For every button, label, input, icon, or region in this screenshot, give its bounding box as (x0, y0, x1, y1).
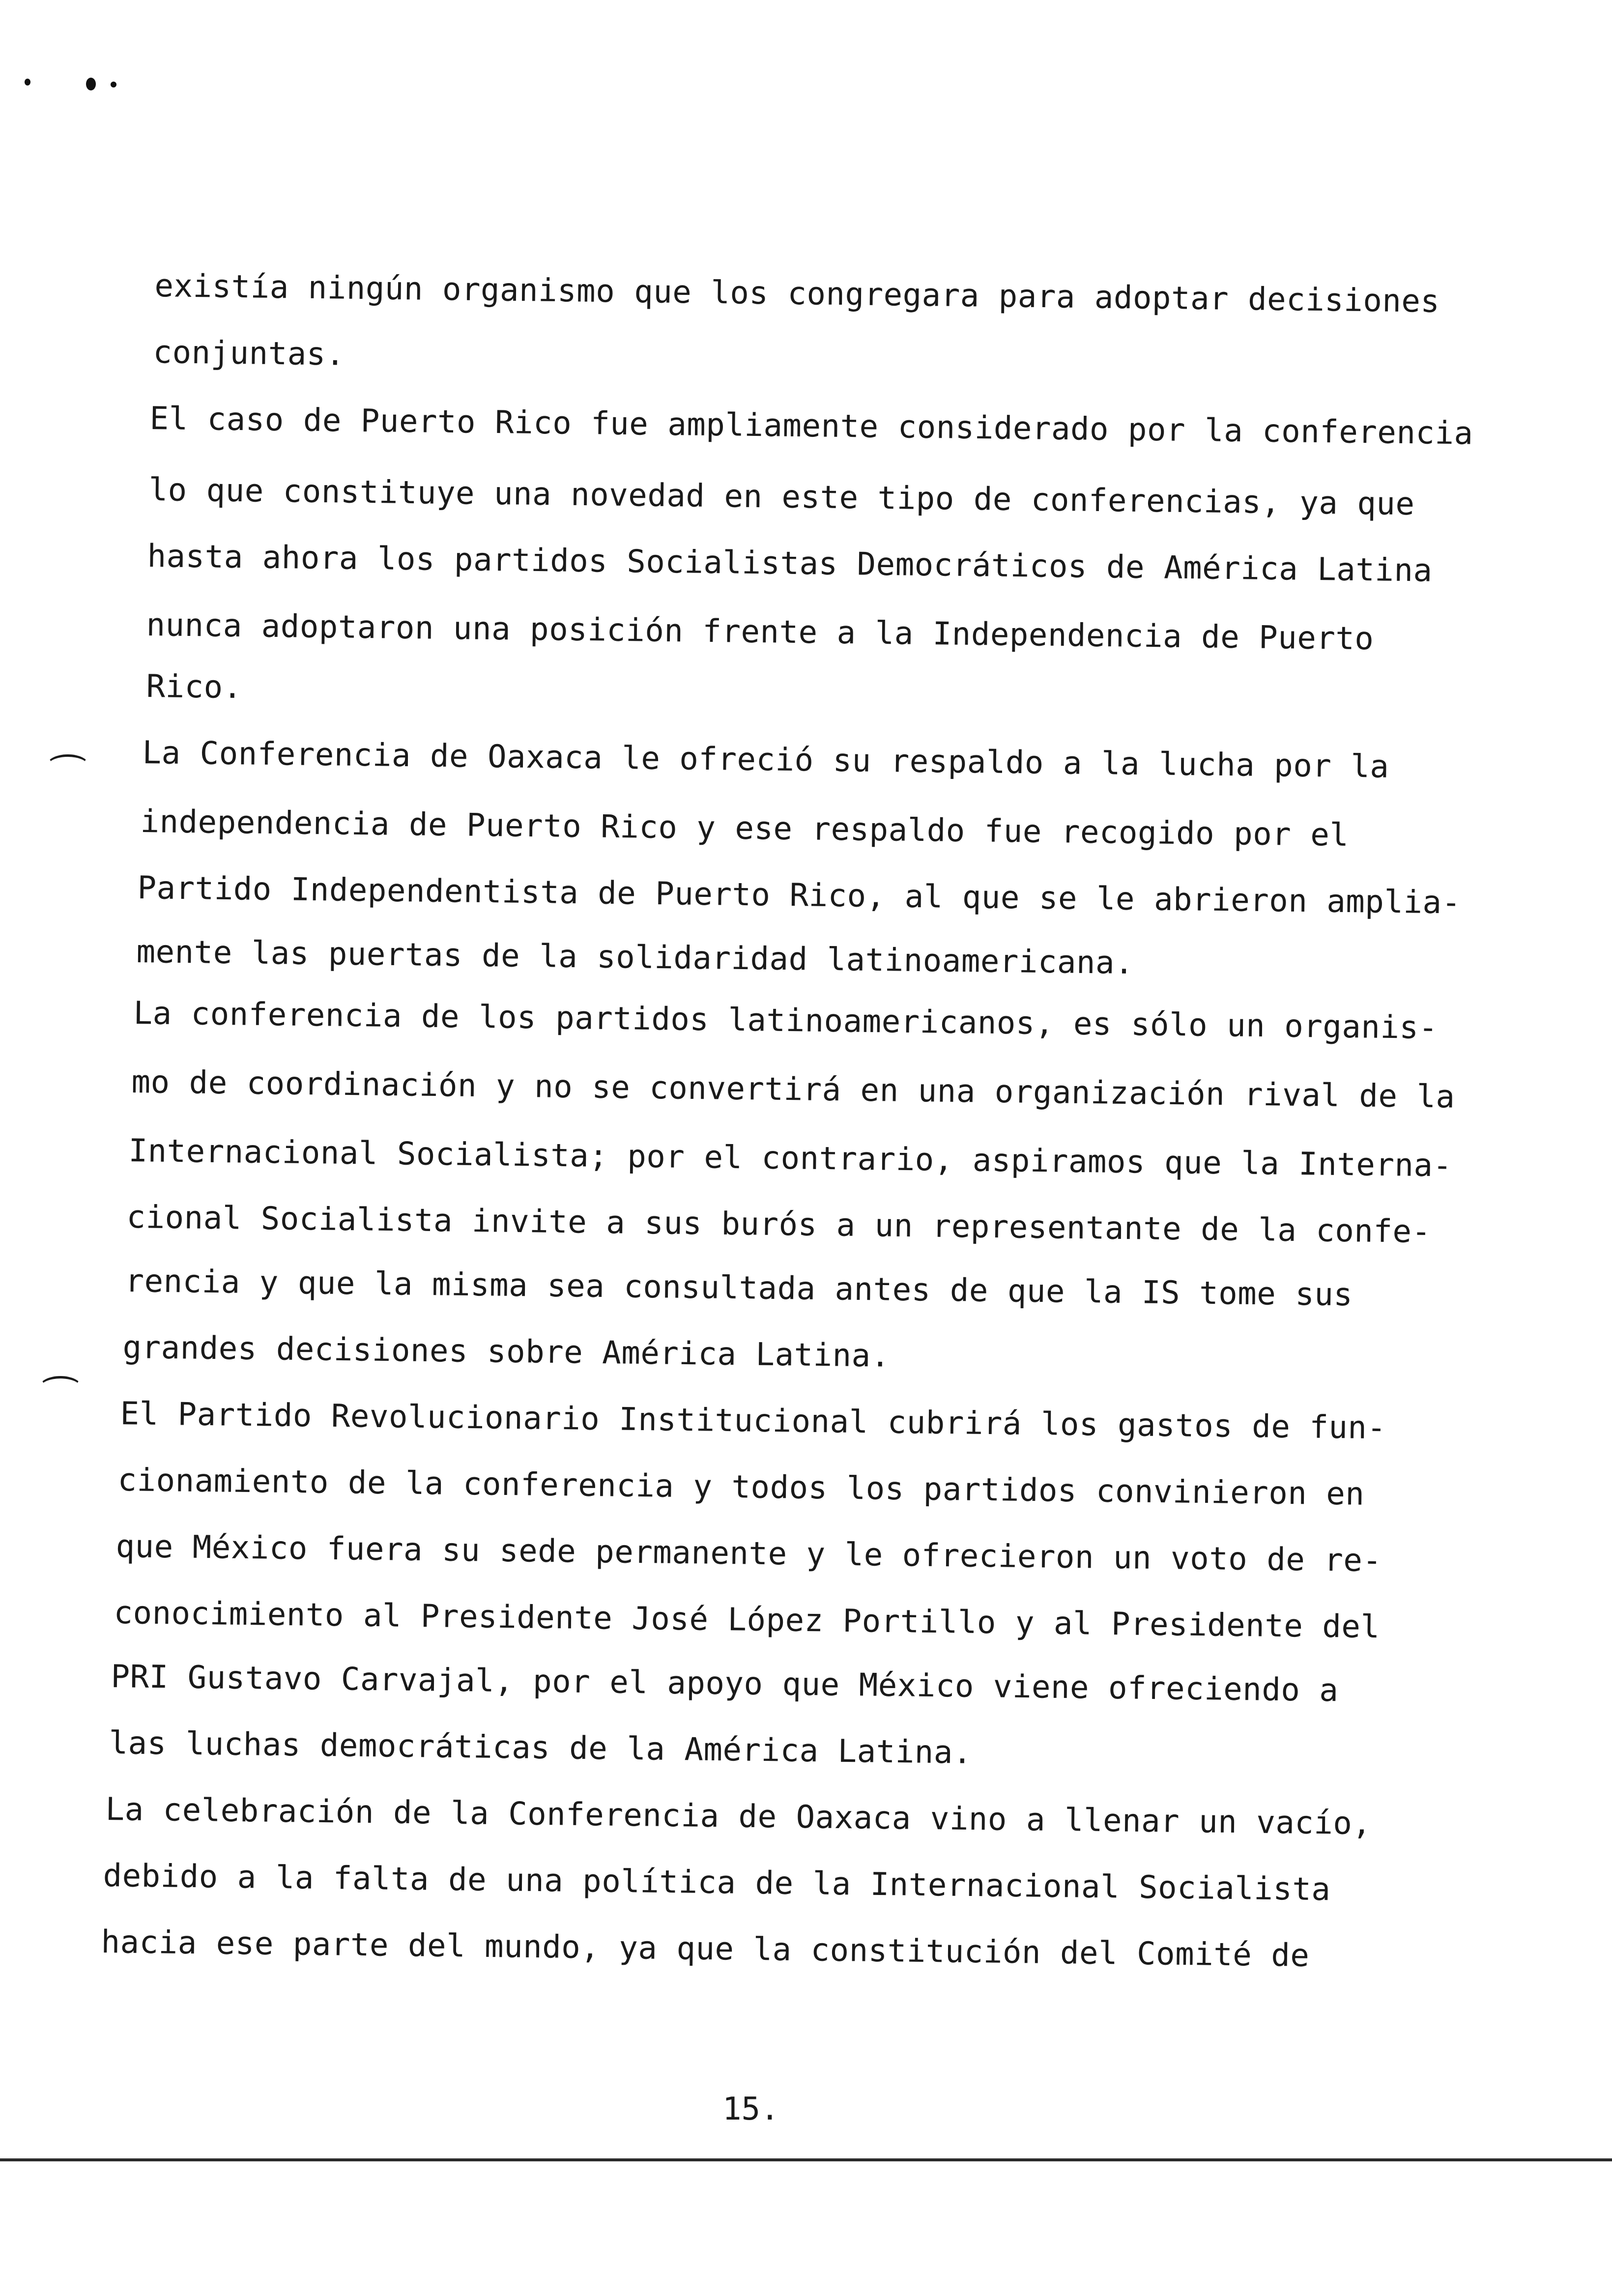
text-line: lo que constituye una novedad en este tipo de conferencias, ya que (148, 472, 1415, 523)
margin-bracket-mark (39, 1376, 82, 1398)
text-line: que México fuera su sede permanente y le ofrecieron un voto de re- (115, 1528, 1382, 1579)
text-line: independencia de Puerto Rico y ese respaldo fue recogido por el (140, 804, 1349, 854)
text-line: Internacional Socialista; por el contrario, aspiramos que la Interna- (128, 1133, 1452, 1184)
text-line: las luchas democráticas de la América Latina. (109, 1725, 973, 1771)
text-line: conocimiento al Presidente José López Portillo y al Presidente del (114, 1595, 1380, 1646)
text-line: cional Socialista invite a sus burós a un representante de la confe- (126, 1199, 1431, 1251)
text-line: conjuntas. (153, 334, 345, 373)
text-line: La Conferencia de Oaxaca le ofreció su respaldo a la lucha por la (142, 735, 1389, 785)
text-line: rencia y que la misma sea consultada antes de que la IS tome sus (125, 1263, 1353, 1314)
ink-mark (111, 82, 116, 87)
page-number: 15. (722, 2091, 779, 2127)
text-line: mo de coordinación y no se convertirá en una organización rival de la (131, 1064, 1455, 1116)
text-line: mente las puertas de la solidaridad latinoamericana. (136, 934, 1134, 982)
text-line: El caso de Puerto Rico fue ampliamente considerado por la conferencia (149, 401, 1473, 452)
text-line: PRI Gustavo Carvajal, por el apoyo que México viene ofreciendo a (111, 1659, 1339, 1709)
margin-bracket-mark (47, 754, 89, 776)
text-line: El Partido Revolucionario Institucional cubrirá los gastos de fun- (120, 1396, 1386, 1447)
text-line: nunca adoptaron una posición frente a la Independencia de Puerto (146, 607, 1374, 658)
ink-mark (86, 78, 96, 90)
text-line: Rico. (146, 668, 243, 706)
text-line: Partido Independentista de Puerto Rico, al que se le abrieron amplia- (137, 870, 1461, 921)
text-line: hacia ese parte del mundo, ya que la constitución del Comité de (101, 1924, 1310, 1974)
text-line: debido a la falta de una política de la Internacional Socialista (103, 1858, 1331, 1908)
ink-mark (25, 79, 30, 86)
bottom-rule (0, 2158, 1612, 2161)
text-line: La celebración de la Conferencia de Oaxaca vino a llenar un vacío, (105, 1791, 1372, 1842)
text-line: hasta ahora los partidos Socialistas Democráticos de América Latina (147, 538, 1433, 589)
text-line: grandes decisiones sobre América Latina. (122, 1329, 891, 1375)
text-line: existía ningún organismo que los congregara para adoptar decisiones (154, 268, 1440, 320)
text-line: cionamiento de la conferencia y todos los partidos convinieron en (117, 1462, 1365, 1513)
text-line: La conferencia de los partidos latinoamericanos, es sólo un organis- (133, 995, 1438, 1047)
